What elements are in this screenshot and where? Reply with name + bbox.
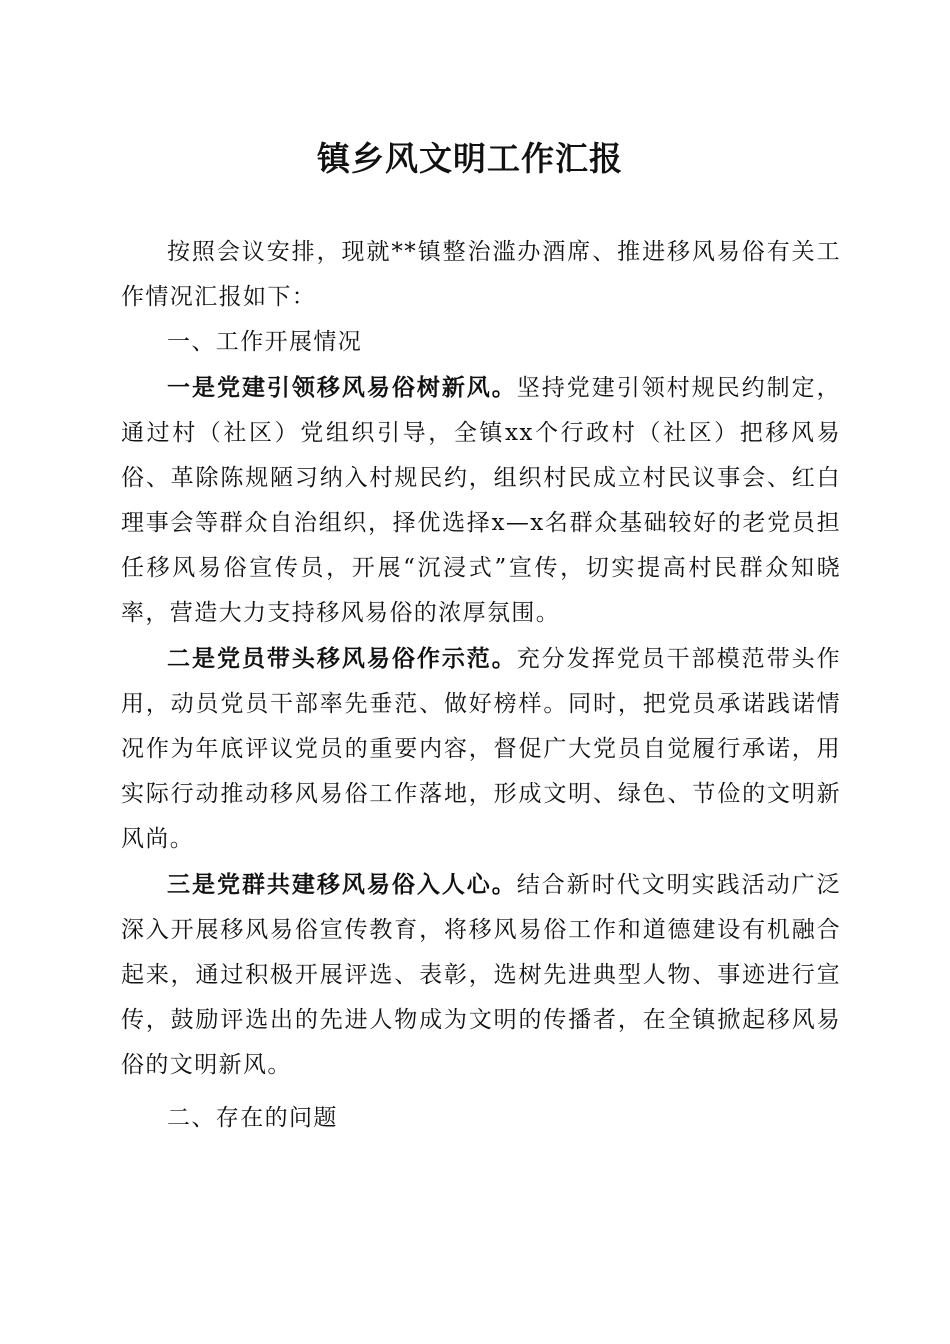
paragraph-party-members — [121, 636, 841, 862]
document-title: 镇乡风文明工作汇报 — [317, 139, 623, 178]
paragraph-party-mass — [121, 862, 841, 1088]
document-body — [121, 230, 841, 1141]
paragraph-lead: 一是党建引领移风易俗树新风。 — [167, 374, 517, 401]
paragraph-lead: 二是党员带头移风易俗作示范。 — [167, 645, 517, 672]
section-heading-work-progress: 一、工作开展情况 — [167, 329, 363, 355]
paragraph-lead: 三是党群共建移风易俗入人心。 — [167, 871, 517, 898]
paragraph-text: 充分发挥党员干部模范带头作用，动员党员干部率先垂范、做好榜样。同时，把党员承诺践诺情况作为年底评议党员的重要内容，督促广大党员自觉履行承诺，用实际行动推动移风易俗工作落地，形成文明、绿色、节俭的文明新风尚。 — [121, 646, 841, 852]
intro-paragraph: 按照会议安排，现就**镇整治滥办酒席、推进移风易俗有关工作情况汇报如下： — [121, 239, 841, 310]
paragraph-party-building — [121, 365, 841, 636]
paragraph-text: 结合新时代文明实践活动广泛深入开展移风易俗宣传教育，将移风易俗工作和道德建设有机融合起来，通过积极开展评选、表彰，选树先进典型人物、事迹进行宣传，鼓励评选出的先进人物成为文明的传播者，在全镇掀起移风易俗的文明新风。 — [121, 872, 841, 1078]
section-heading-problems: 二、存在的问题 — [167, 1105, 338, 1131]
paragraph-text: 坚持党建引领村规民约制定，通过村（社区）党组织引导，全镇xx个行政村（社区）把移风易俗、革除陈规陋习纳入村规民约，组织村民成立村民议事会、红白理事会等群众自治组织，择优选择x—x名群众基础较好的老党员担任移风易俗宣传员，开展“沉浸式”宣传，切实提高村民群众知晓率，营造大力支持移风易俗的浓厚氛围。 — [121, 375, 841, 626]
